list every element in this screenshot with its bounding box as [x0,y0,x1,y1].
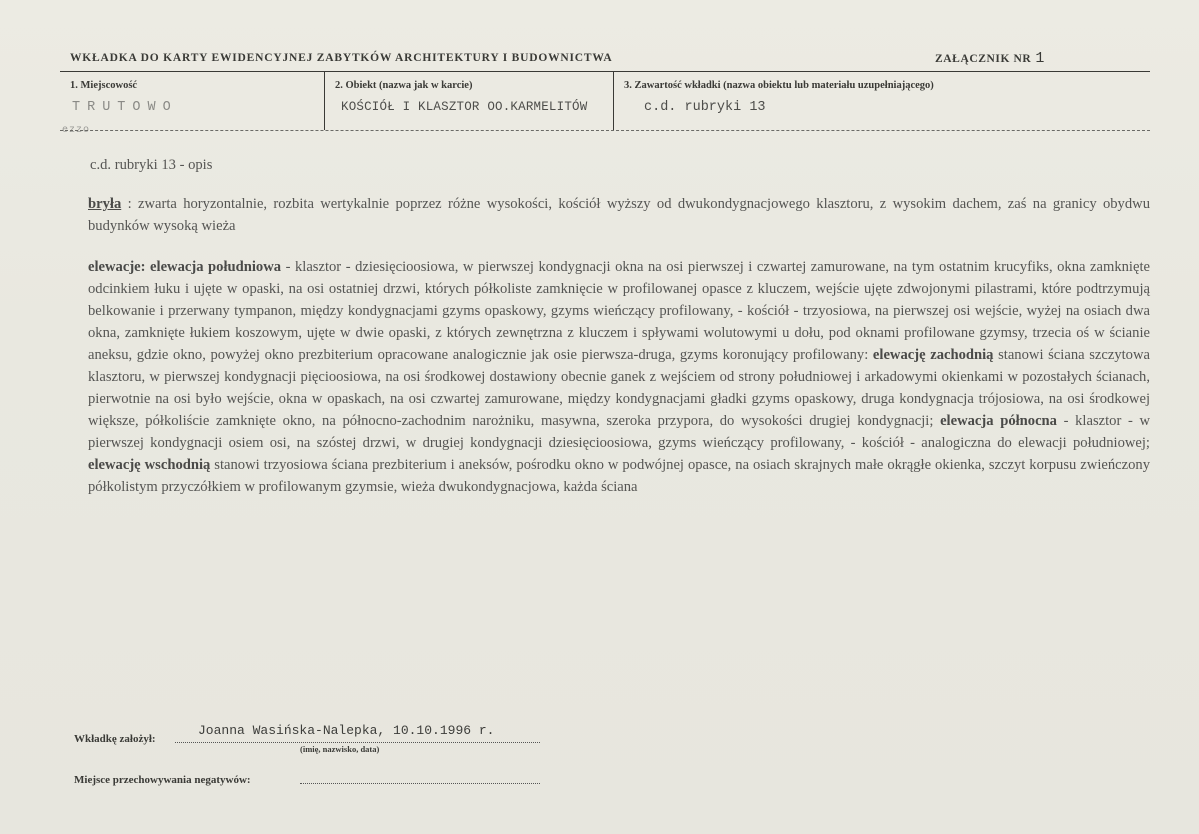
locality-value: TRUTOWO [72,100,178,115]
west-elevation-text: stanowi ściana szczytowa klasztoru, w pierwszej kondygnacji pięcioosiowa, na osi środkowej dostawiony obecnie ganek z wejściem od strony południowej i arkadowymi okienkami w pozostałych ścianach, pierwotnie na osi było wejście, okna w opaskach, na osi czwartej zamurowane, między kondygnacjami gładki gzyms opaskowy, druga kondygnacja trójosiowa, na osi środkowej większe, półkoliście zamknięte okno, na północno-zachodnim narożniku, masywna, szeroka przypora, do wysokości drugiej kondygnacji; [88,347,1150,429]
locality-label: 1. Miejscowość [70,80,138,91]
content-label: 3. Zawartość wkładki (nazwa obiektu lub materiału uzupełniającego) [624,80,934,91]
north-elevation-text: - klasztor - w pierwszej kondygnacji osiem osi, na szóstej drzwi, w drugiej kondygnacji dziesięcioosiowa, gzyms wieńczący profilowany, - kościół - analogiczna do elewacji południowej; [88,413,1151,451]
annex-number: 1 [1035,50,1045,67]
founded-by-value: Joanna Wasińska-Nalepka, 10.10.1996 r. [198,723,495,738]
negatives-location-label: Miejsce przechowywania negatywów: [74,774,251,786]
annex-label-text: ZAŁĄCZNIK NR [935,53,1032,65]
elevations-term: elewacje: elewacja południowa [88,259,282,275]
content-field [614,72,1150,130]
east-elevation-term: elewację wschodnią [88,457,211,473]
locality-field [60,72,324,130]
annex-label [935,50,1045,67]
north-elevation-term: elewacja północna [940,413,1057,429]
founded-by-hint: (imię, nazwisko, data) [300,744,380,754]
massing-text: : zwarta horyzontalnie, rozbita wertykalnie poprzez różne wysokości, kościół wyższy od dwukondygnacjowego klasztoru, z wysokim dachem, zaś na granicy obydwu budynków wysoką wieża [88,196,1150,234]
negatives-location-line [300,783,540,784]
object-field [324,72,614,130]
document-title: WKŁADKA DO KARTY EWIDENCYJNEJ ZABYTKÓW ARCHITEKTURY I BUDOWNICTWA [70,52,613,64]
content-value: c.d. rubryki 13 [644,100,766,115]
object-value: KOŚCIÓŁ I KLASZTOR OO.KARMELITÓW [341,100,588,114]
description-body [90,154,1150,517]
massing-paragraph [88,193,1150,237]
east-elevation-text: stanowi trzyosiowa ściana prezbiterium i aneksów, pośrodku okno w podwójnej opasce, na osiach skrajnych małe okrągłe okienka, szczyt korpusu zwieńczony półkolistym przyczółkiem w profilowanym gzymsie, wieża dwukondygnacjowa, każda ściana [88,457,1150,495]
founded-by-line [175,742,540,743]
faint-typed-text: ezzo [62,125,91,136]
object-label: 2. Obiekt (nazwa jak w karcie) [335,80,473,91]
elevations-paragraph [88,256,1150,498]
massing-term: bryła [88,196,122,212]
description-heading: c.d. rubryki 13 - opis [90,157,213,173]
fields-rule [60,130,1150,131]
west-elevation-term: elewację zachodnią [872,347,994,363]
south-elevation-text: - klasztor - dziesięcioosiowa, w pierwszej kondygnacji okna na osi pierwszej i czwartej zamurowane, na tym ostatnim krucyfiks, okna zamknięte odcinkiem łuku i ujęte w opaski, na osi ostatniej drzwi, których półkoliste zamknięcie w profilowanej opasce z kluczem, wejście ujęte zdwojonymi pilastrami, które podtrzymują belkowanie i przerwany tympanon, między kondygnacjami gzyms opaskowy, gzyms wieńczący profilowany, - kościół - trzyosiowa, na pierwszej osi wejście, wyżej na osiach dwa okna, zamknięte łukiem koszowym, ujęte w dwie opaski, z których zewnętrzna z kluczem i spływami wolutowymi u dołu, pod oknami profilowane gzymsy, trzecia oś w ścianie aneksu, gdzie okno, powyżej okno prezbiterium opracowane analogicznie jak osie pierwsza-druga, gzyms koronujący profilowany: [88,259,1150,363]
founded-by-label: Wkładkę założył: [74,733,156,745]
